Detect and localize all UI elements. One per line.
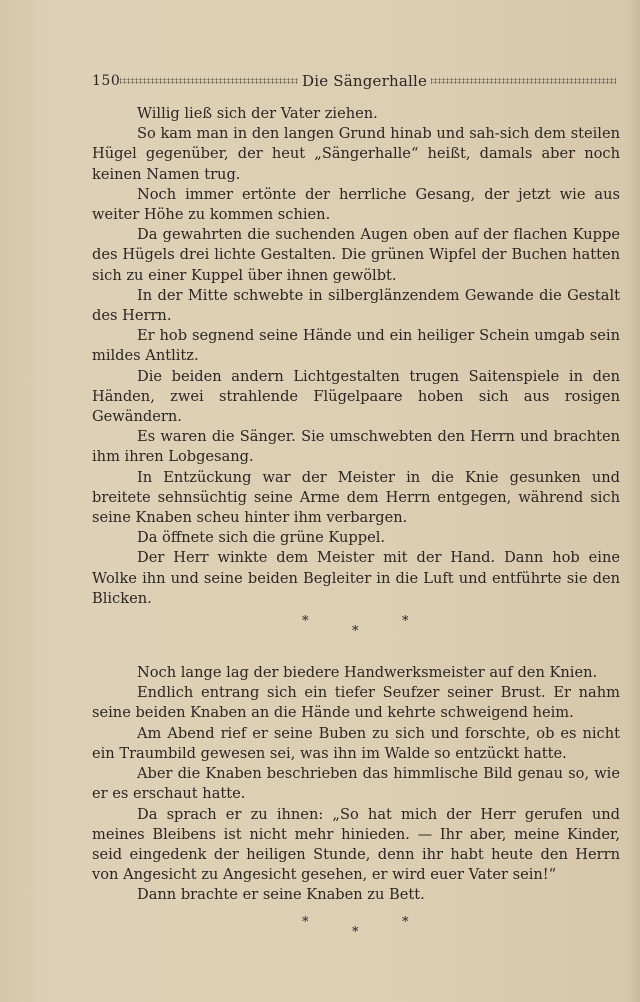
asterisk: *	[352, 924, 359, 940]
page-number: 150	[92, 73, 121, 89]
paragraph: In der Mitte schwebte in silberglänzendem Gewande die Gestalt des Herrn.	[92, 286, 620, 325]
paragraph: Der Herr winkte dem Meister mit der Hand. Dann hob eine Wolke ihn und seine beiden Begleiter in die Luft und entführte sie den Blicken.	[92, 549, 620, 607]
running-title: Die Sängerhalle	[302, 72, 428, 90]
asterisk: *	[302, 914, 309, 930]
closing-separator	[92, 906, 620, 948]
asterisk: *	[352, 624, 359, 640]
asterisk: *	[402, 914, 409, 930]
header-ornament-left	[120, 78, 298, 84]
header-ornament-right	[431, 78, 616, 84]
asterisk: *	[302, 614, 309, 630]
paragraph: Willig ließ sich der Vater ziehen.	[137, 105, 378, 122]
paragraph: In Entzückung war der Meister in die Knie gesunken und breitete sehnsüchtig seine Arme dem Herrn entgegen, während sich seine Knaben scheu hinter ihm verbargen.	[92, 468, 620, 527]
section-separator	[92, 609, 620, 651]
paragraph: Die beiden andern Lichtgestalten trugen Saitenspiele in den Händen, zwei strahlende Flügelpaare hoben sich aus rosigen Gewändern.	[92, 367, 620, 426]
page-header	[92, 70, 620, 92]
page-edge-shadow	[628, 0, 640, 1002]
paragraph: Am Abend rief er seine Buben zu sich und forschte, ob es nicht ein Traumbild gewesen sei, was ihn im Walde so entzückt hatte.	[92, 724, 620, 762]
paragraph: So kam man in den langen Grund hinab und sah-sich dem steilen Hügel gegenüber, der heut „Sängerhalle“ heißt, damals aber noch keinen Namen trug.	[92, 125, 620, 183]
paragraph: Er hob segnend seine Hände und ein heiliger Schein umgab sein mildes Antlitz.	[92, 327, 620, 365]
paragraph: Endlich entrang sich ein tiefer Seufzer seiner Brust. Er nahm seine beiden Knaben an die Hände und kehrte schweigend heim.	[92, 684, 620, 722]
paragraph: Noch lange lag der biedere Handwerksmeister auf den Knien.	[137, 664, 598, 682]
paragraph: Dann brachte er seine Knaben zu Bett.	[137, 886, 425, 904]
paragraph: Da gewahrten die suchenden Augen oben auf der flachen Kuppe des Hügels drei lichte Gestalten. Die grünen Wipfel der Buchen hatten sich zu einer Kuppel über ihnen gewölbt.	[92, 226, 620, 284]
paragraph: Noch immer ertönte der herrliche Gesang, der jetzt wie aus weiter Höhe zu kommen schien.	[92, 185, 620, 224]
page-body	[92, 104, 620, 948]
paragraph: Aber die Knaben beschrieben das himmlische Bild genau so, wie er es erschaut hatte.	[92, 765, 620, 803]
second-section	[92, 663, 620, 905]
paragraph: Da öffnete sich die grüne Kuppel.	[137, 529, 386, 547]
asterisk: *	[402, 614, 409, 630]
paragraph: Da sprach er zu ihnen: „So hat mich der Herr gerufen und meines Bleibens ist nicht mehr hinieden. — Ihr aber, meine Kinder, seid eingedenk der heiligen Stunde, denn ihr habt heute den Herrn von Angesicht zu Angesicht gesehen, er wird euer Vater sein!“	[92, 805, 620, 884]
paragraph: Es waren die Sänger. Sie umschwebten den Herrn und brachten ihm ihren Lobgesang.	[92, 428, 620, 466]
